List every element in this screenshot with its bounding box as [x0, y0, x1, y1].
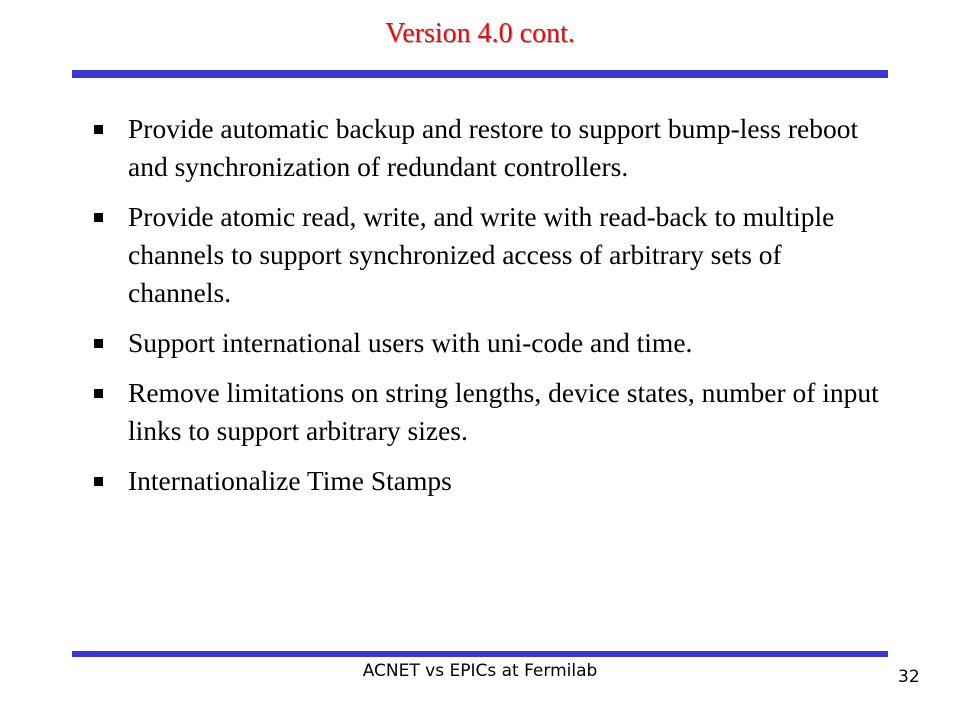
bullet-item — [92, 198, 882, 312]
bullet-text: Provide atomic read, write, and write with read-back to multiple channels to support synchronized access of arbitrary sets of channels. — [128, 201, 835, 308]
square-bullet-icon — [94, 477, 103, 486]
square-bullet-icon — [94, 339, 103, 348]
page-number: 32 — [898, 667, 920, 687]
footer-text: ACNET vs EPICs at Fermilab — [362, 661, 598, 681]
bullet-text: Internationalize Time Stamps — [128, 465, 452, 496]
bullet-item — [92, 324, 882, 362]
bullet-list — [92, 110, 882, 512]
bullet-text: Provide automatic backup and restore to support bump-less reboot and synchronization of redundant controllers. — [128, 113, 859, 182]
square-bullet-icon — [94, 213, 103, 222]
square-bullet-icon — [94, 389, 103, 398]
bottom-divider — [72, 651, 888, 657]
slide-title: Version 4.0 cont. — [385, 18, 575, 49]
top-divider — [72, 70, 888, 78]
bullet-text: Support international users with uni-code and time. — [128, 327, 693, 358]
bullet-item — [92, 110, 882, 186]
square-bullet-icon — [94, 125, 103, 134]
bullet-item — [92, 462, 882, 500]
bullet-text: Remove limitations on string lengths, device states, number of input links to support arbitrary sizes. — [128, 377, 879, 446]
bullet-item — [92, 374, 882, 450]
